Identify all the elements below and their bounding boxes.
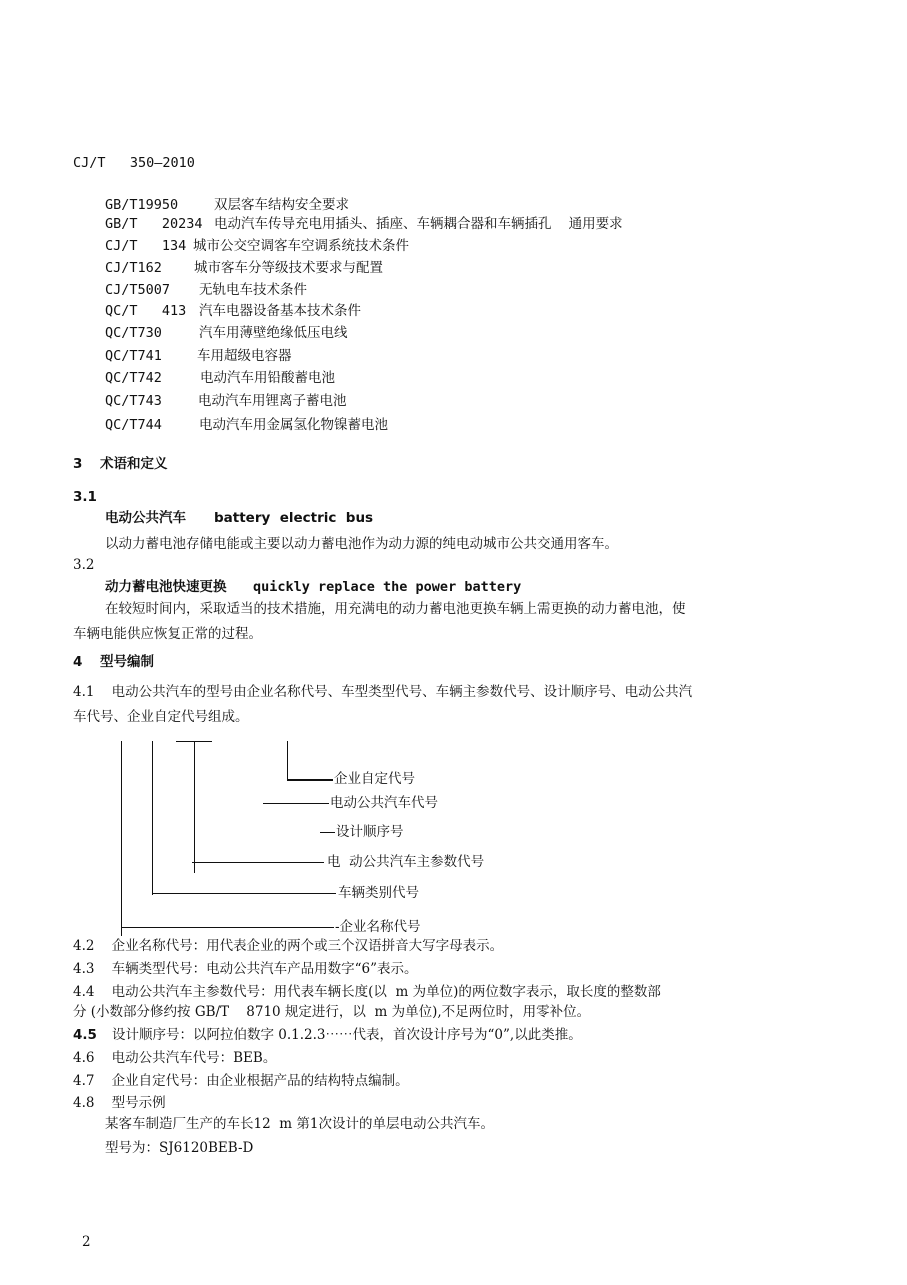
ref-title-4: 城市客车分等级技术要求与配置 [194, 260, 383, 276]
definition-3-2-line-1: 在较短时间内，采取适当的技术措施，用充满电的动力蓄电池更换车辆上需更换的动力蓄电池，使 [105, 601, 686, 617]
clause-4-1-line-1: 4.1 电动公共汽车的型号由企业名称代号、车型类型代号、车辆主参数代号、设计顺序号、电动公共汽 [73, 684, 693, 700]
ref-code-5: CJ/T5007 [105, 282, 171, 298]
ref-title-1: 双层客车结构安全要求 [214, 197, 349, 213]
ref-code-2: GB/T 20234 [105, 216, 203, 232]
diagram-line [152, 893, 336, 894]
clause-4-2: 4.2 企业名称代号：用代表企业的两个或三个汉语拼音大写字母表示。 [73, 938, 504, 954]
clause-4-3: 4.3 车辆类型代号：电动公共汽车产品用数字“6”表示。 [73, 961, 418, 977]
ref-title-11: 电动汽车用金属氢化物镍蓄电池 [199, 417, 388, 433]
page-number: 2 [82, 1234, 91, 1250]
diagram-label-enterprise-custom-code: 企业自定代号 [334, 771, 415, 787]
section-4-number: 4 [73, 654, 83, 670]
diagram-line [320, 832, 335, 833]
diagram-label-main-parameter-code: 电 动公共汽车主参数代号 [327, 854, 485, 870]
clause-4-8-model: 型号为：SJ6120BEB-D [105, 1140, 254, 1156]
diagram-line [287, 741, 288, 779]
diagram-line [121, 927, 334, 928]
ref-code-9: QC/T742 [105, 370, 162, 386]
ref-code-11: QC/T744 [105, 417, 162, 433]
section-3-title: 术语和定义 [100, 456, 168, 472]
clause-3-2-number: 3.2 [73, 557, 95, 573]
ref-title-8: 车用超级电容器 [197, 348, 292, 364]
diagram-line [263, 803, 329, 804]
ref-title-5: 无轨电车技术条件 [199, 282, 307, 298]
ref-title-2: 电动汽车传导充电用插头、插座、车辆耦合器和车辆插孔 通用要求 [214, 216, 623, 232]
clause-3-1-number: 3.1 [73, 489, 97, 505]
diagram-line [121, 741, 122, 936]
definition-3-1: 以动力蓄电池存储电能或主要以动力蓄电池作为动力源的纯电动城市公共交通用客车。 [105, 536, 618, 552]
ref-code-10: QC/T743 [105, 393, 162, 409]
term-3-2-english: quickly replace the power battery [253, 579, 522, 595]
ref-code-7: QC/T730 [105, 325, 162, 341]
ref-code-8: QC/T741 [105, 348, 162, 364]
clause-4-8-example: 某客车制造厂生产的车长12 m 第1次设计的单层电动公共汽车。 [105, 1116, 494, 1132]
clause-4-5-number: 4.5 [73, 1027, 97, 1043]
diagram-line [287, 779, 333, 781]
ref-code-1: GB/T19950 [105, 197, 179, 213]
ref-title-10: 电动汽车用锂离子蓄电池 [198, 393, 347, 409]
diagram-line [192, 862, 324, 863]
definition-3-2-line-2: 车辆电能供应恢复正常的过程。 [73, 626, 262, 642]
diagram-line [152, 741, 153, 895]
ref-code-6: QC/T 413 [105, 303, 187, 319]
ref-title-7: 汽车用薄壁绝缘低压电线 [199, 325, 348, 341]
clause-4-6: 4.6 电动公共汽车代号：BEB。 [73, 1050, 277, 1066]
diagram-label-enterprise-name-code: -企业名称代号 [335, 919, 421, 935]
diagram-line [194, 741, 195, 873]
ref-code-4: CJ/T162 [105, 260, 162, 276]
standard-header: CJ/T 350—2010 [73, 155, 195, 171]
section-4-title: 型号编制 [100, 654, 154, 670]
diagram-label-vehicle-category-code: 车辆类别代号 [338, 885, 419, 901]
clause-4-1-line-2: 车代号、企业自定代号组成。 [73, 709, 249, 725]
term-3-1-english: battery electric bus [214, 510, 374, 526]
term-3-1: 电动公共汽车 [105, 510, 186, 526]
ref-title-6: 汽车电器设备基本技术条件 [199, 303, 361, 319]
diagram-label-bus-code: 电动公共汽车代号 [330, 795, 438, 811]
ref-title-3: 城市公交空调客车空调系统技术条件 [193, 238, 409, 254]
diagram-label-design-sequence: 设计顺序号 [336, 824, 404, 840]
ref-code-3: CJ/T 134 [105, 238, 187, 254]
ref-title-9: 电动汽车用铅酸蓄电池 [200, 370, 335, 386]
clause-4-7: 4.7 企业自定代号：由企业根据产品的结构特点编制。 [73, 1073, 409, 1089]
clause-4-5-text: 设计顺序号：以阿拉伯数字 0.1.2.3⋯⋯代表，首次设计序号为“0”,以此类推。 [112, 1027, 582, 1043]
section-3-number: 3 [73, 456, 83, 472]
clause-4-8-heading: 4.8 型号示例 [73, 1095, 166, 1111]
term-3-2: 动力蓄电池快速更换 [105, 579, 227, 595]
clause-4-4-line-1: 4.4 电动公共汽车主参数代号：用代表车辆长度(以 m 为单位)的两位数字表示，取长度的整数部 [73, 984, 661, 1000]
clause-4-4-line-2: 分 (小数部分修约按 GB/T 8710 规定进行，以 m 为单位),不足两位时，用零补位。 [73, 1004, 591, 1020]
